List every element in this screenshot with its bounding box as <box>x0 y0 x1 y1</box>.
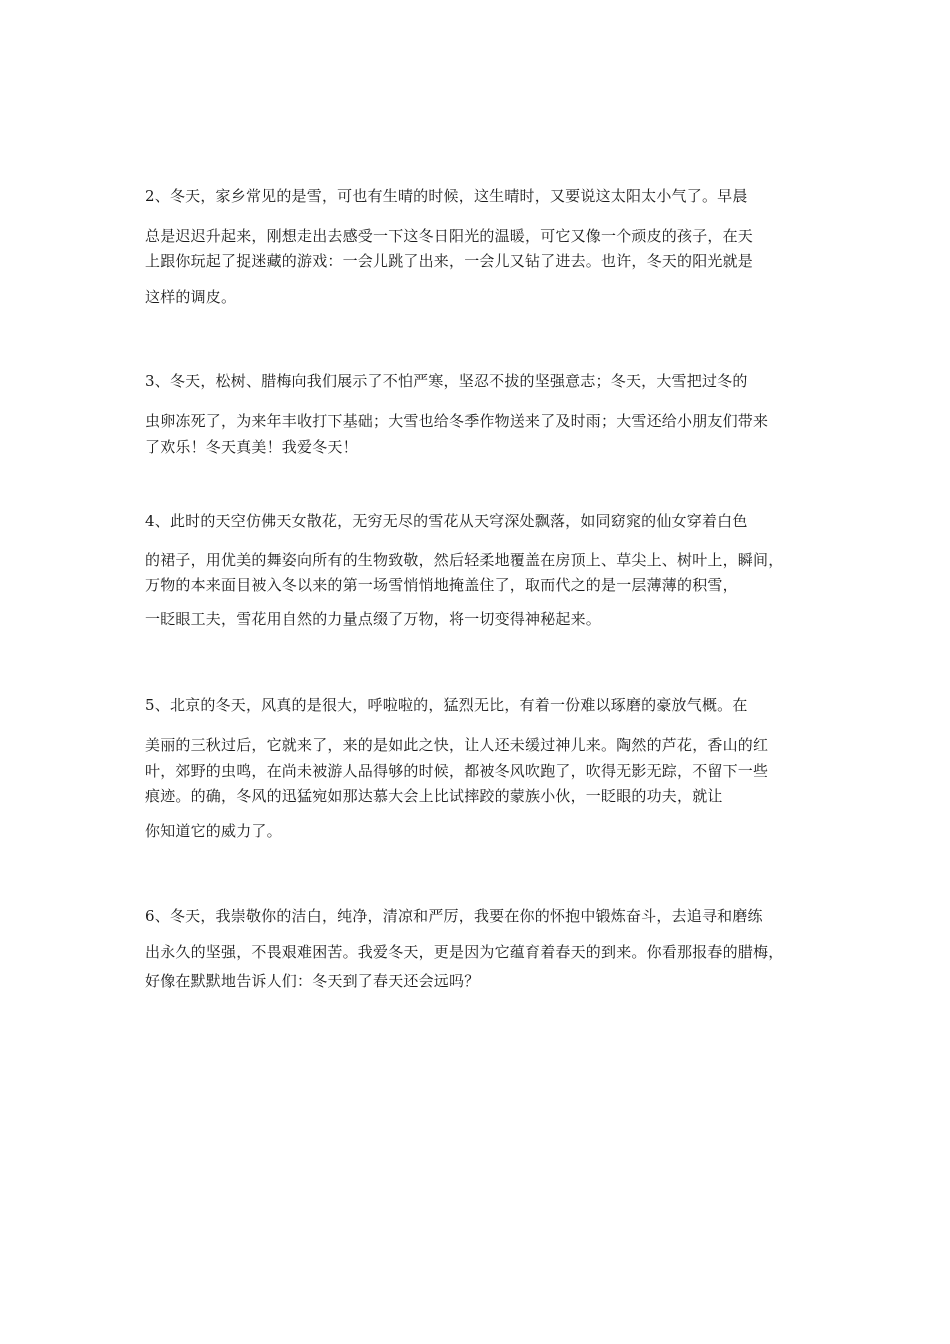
paragraph-line: 了欢乐！冬天真美！我爱冬天！ <box>145 438 358 456</box>
paragraph-line: 你知道它的威力了。 <box>145 822 282 840</box>
paragraph-line: 好像在默默地告诉人们：冬天到了春天还会远吗？ <box>145 972 480 990</box>
paragraph-line: 上跟你玩起了捉迷藏的游戏：一会儿跳了出来，一会儿又钻了进去。也许，冬天的阳光就是 <box>145 252 754 270</box>
paragraph-line: 一眨眼工夫，雪花用自然的力量点缀了万物，将一切变得神秘起来。 <box>145 610 602 628</box>
paragraph-line: 美丽的三秋过后，它就来了，来的是如此之快，让人还未缓过神儿来。陶然的芦花，香山的红 <box>145 736 769 754</box>
paragraph-line: 的裙子，用优美的舞姿向所有的生物致敬，然后轻柔地覆盖在房顶上、草尖上、树叶上，瞬间， <box>145 551 784 569</box>
paragraph-line: 这样的调皮。 <box>145 288 237 306</box>
paragraph-line: 6、冬天，我崇敬你的洁白，纯净，清凉和严厉，我要在你的怀抱中锻炼奋斗，去追寻和磨练 <box>145 907 763 925</box>
paragraph-line: 2、冬天，家乡常见的是雪，可也有生晴的时候，这生晴时，又要说这太阳太小气了。早晨 <box>145 187 748 205</box>
paragraph-line: 总是迟迟升起来，刚想走出去感受一下这冬日阳光的温暖，可它又像一个顽皮的孩子，在天 <box>145 227 754 245</box>
paragraph-line: 叶，郊野的虫鸣，在尚未被游人品得够的时候，都被冬风吹跑了，吹得无影无踪，不留下一些 <box>145 762 769 780</box>
paragraph-line: 出永久的坚强，不畏艰难困苦。我爱冬天，更是因为它蕴育着春天的到来。你看那报春的腊梅， <box>145 943 784 961</box>
paragraph-line: 5、北京的冬天，风真的是很大，呼啦啦的，猛烈无比，有着一份难以琢磨的豪放气概。在 <box>145 696 748 714</box>
paragraph-line: 痕迹。的确，冬风的迅猛宛如那达慕大会上比试摔跤的蒙族小伙，一眨眼的功夫，就让 <box>145 787 723 805</box>
paragraph-line: 万物的本来面目被入冬以来的第一场雪悄悄地掩盖住了，取而代之的是一层薄薄的积雪， <box>145 576 738 594</box>
paragraph-line: 虫卵冻死了，为来年丰收打下基础；大雪也给冬季作物送来了及时雨；大雪还给小朋友们带来 <box>145 412 769 430</box>
paragraph-line: 3、冬天，松树、腊梅向我们展示了不怕严寒，坚忍不拔的坚强意志；冬天，大雪把过冬的 <box>145 372 748 390</box>
paragraph-line: 4、此时的天空仿佛天女散花，无穷无尽的雪花从天穹深处飘落，如同窈窕的仙女穿着白色 <box>145 512 748 530</box>
